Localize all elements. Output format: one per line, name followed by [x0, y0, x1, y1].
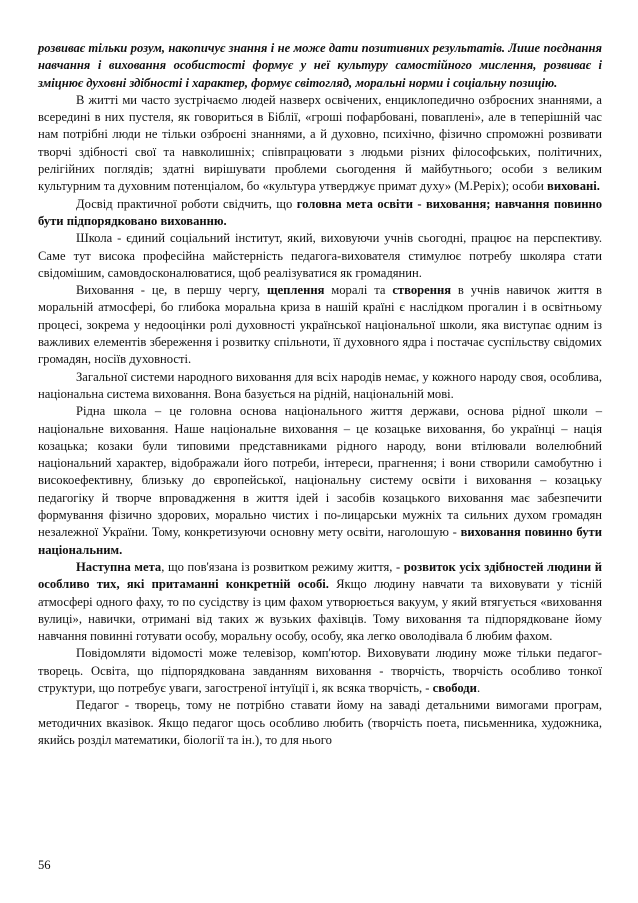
- paragraph-educated-people: [38, 92, 602, 196]
- paragraph-teacher-creator: [38, 645, 602, 697]
- paragraph-text: .: [476, 680, 481, 695]
- paragraph-main-goal: [38, 196, 602, 231]
- bold-text: виховання повинно бути національним.: [38, 525, 602, 557]
- paragraph-next-goal: [38, 559, 602, 645]
- paragraph-text: , що пов'язана із розвитком режиму життя, -: [161, 559, 404, 574]
- paragraph-text: моралі та: [324, 283, 393, 298]
- paragraph-text: Школа - єдиний соціальний інститут, який, виховуючи учнів сьогодні, працює на перспективу. Саме тут висока професійна майстерність педагога-вихователя стимулює потребу школяра стати свідомішим, самовдосконалюватися, щоб реалізуватися як громадянин.: [38, 231, 602, 280]
- bold-text: вихованi.: [547, 179, 600, 194]
- paragraph-text: Якщо людину навчати та виховувати у тісній атмосфері одного фаху, то по сусідству із цим фахом утворюється вакуум, у який втягується «виховання вулиці», навички, отримані від таких ж вузьких фахівців. Тому виховання та підпорядковане йому навчання повинні готувати особу, моральну особу, особу, яка легко оволодівала б любим фахом.: [38, 577, 602, 644]
- paragraph-text: в учнів навичок життя в моральній атмосфері, бо глибока моральна криза в нашій країні є наслідком прогалин і в освітньому процесі, зокрема у недооцінки ролі духовності української національної школи, яка виступає одним із важливих елементів збереження і розвитку спільноти, її духовного ядра і постачає суспільству свідомих громадян, носіїв духовності.: [38, 283, 602, 367]
- paragraph-text: Досвід практичної роботи свідчить, що: [76, 196, 297, 211]
- paragraph-text: Виховання - це, в першу чергу,: [76, 283, 267, 298]
- paragraph-text: Рідна школа – це головна основа національного життя держави, основа рідної школи – національне виховання. Наше національне виховання – це козацьке виховання, бо українці – нація козацька; козаки були типовими представниками рідного народу, вони втілювали волелюбний національний характер, відображали його потреби, інтереси, прагнення; і вони створили самобутню і високоефективну, близьку до європейської, національну систему освіти і виховання – козацьку педагогіку й творче впровадження в життя ідей і засобів козацького виховання має забезпечити формування фізично здорових, морально чистих і по-лицарськи мужніх та сильних духом громадян незалежної України. Тому, конкретизуючи основну мету освіти, наголошую -: [38, 404, 602, 540]
- paragraph-school: [38, 230, 602, 282]
- paragraph-text: Загальної системи народного виховання для всіх народів немає, у кожного народу своя, особлива, національна система виховання. Вона базується на рідній, національній мові.: [38, 369, 602, 401]
- bold-text: головна мета освіти - виховання; навчання повинно бути підпорядковано вихованню.: [38, 196, 603, 228]
- bold-text: створення: [392, 283, 452, 298]
- paragraph-intro-conclusion: [38, 40, 602, 92]
- bold-text: Наступна мета: [76, 559, 162, 574]
- page-number: 56: [38, 858, 51, 872]
- paragraph-text: Повідомляти відомості може телевізор, комп'ютор. Виховувати людину може тільки педагог-творець. Освіта, що підпорядкована завданням виховання - творчість, творчість особливо тонкої структури, що потребує уваги, загостреної інтуїції і, як всяка творчість, -: [38, 646, 602, 695]
- paragraph-text: В житті ми часто зустрічаємо людей назверх освічених, енциклопедично озброєних знаннями, а всередині в них пустеля, як говориться в Біблії, «гроші пофарбовані, повапленi», але в теперішній час нам потрібні люди не тільки озброєні знаннями, а й духовно, психічно, фізично спроможні розвивати творчі здібності свої та навколишніх; співпрацювати з людьми різних філософських, політичних, релігійних поглядів; здатні вирішувати проблеми сьогодення й майбутнього; особи з великим культурним та духовним потенціалом, бо «культура утверджує примат духу» (М.Реріх); особи: [38, 92, 602, 194]
- paragraph-text: Педагог - творець, тому не потрібно ставати йому на заваді детальними вимогами програм, методичних вказівок. Якщо педагог щось особливо любить (творчість поета, письменника, художника, якийсь розділ математики, біології та ін.), то для нього: [38, 698, 602, 747]
- document-page: [38, 40, 602, 749]
- bold-text: розвиток усіх здібностей людини й особливо тих, які притаманні конкретній особі.: [38, 559, 602, 592]
- intro-emphasis-text: розвиває тільки розум, накопичує знання і не може дати позитивних результатів. Лише поєднання навчання і виховання особистості формує у неї культуру самостійного мислення, розвиває і зміцнює духовні здібності і характер, формує світогляд, моральні норми і соціальну позицію.: [38, 41, 602, 90]
- paragraph-national-system: [38, 369, 602, 404]
- paragraph-upbringing: [38, 282, 602, 368]
- paragraph-native-school: [38, 403, 602, 559]
- bold-text: свободи: [432, 680, 477, 695]
- bold-text: щеплення: [266, 283, 325, 298]
- paragraph-teacher-freedom: [38, 697, 602, 749]
